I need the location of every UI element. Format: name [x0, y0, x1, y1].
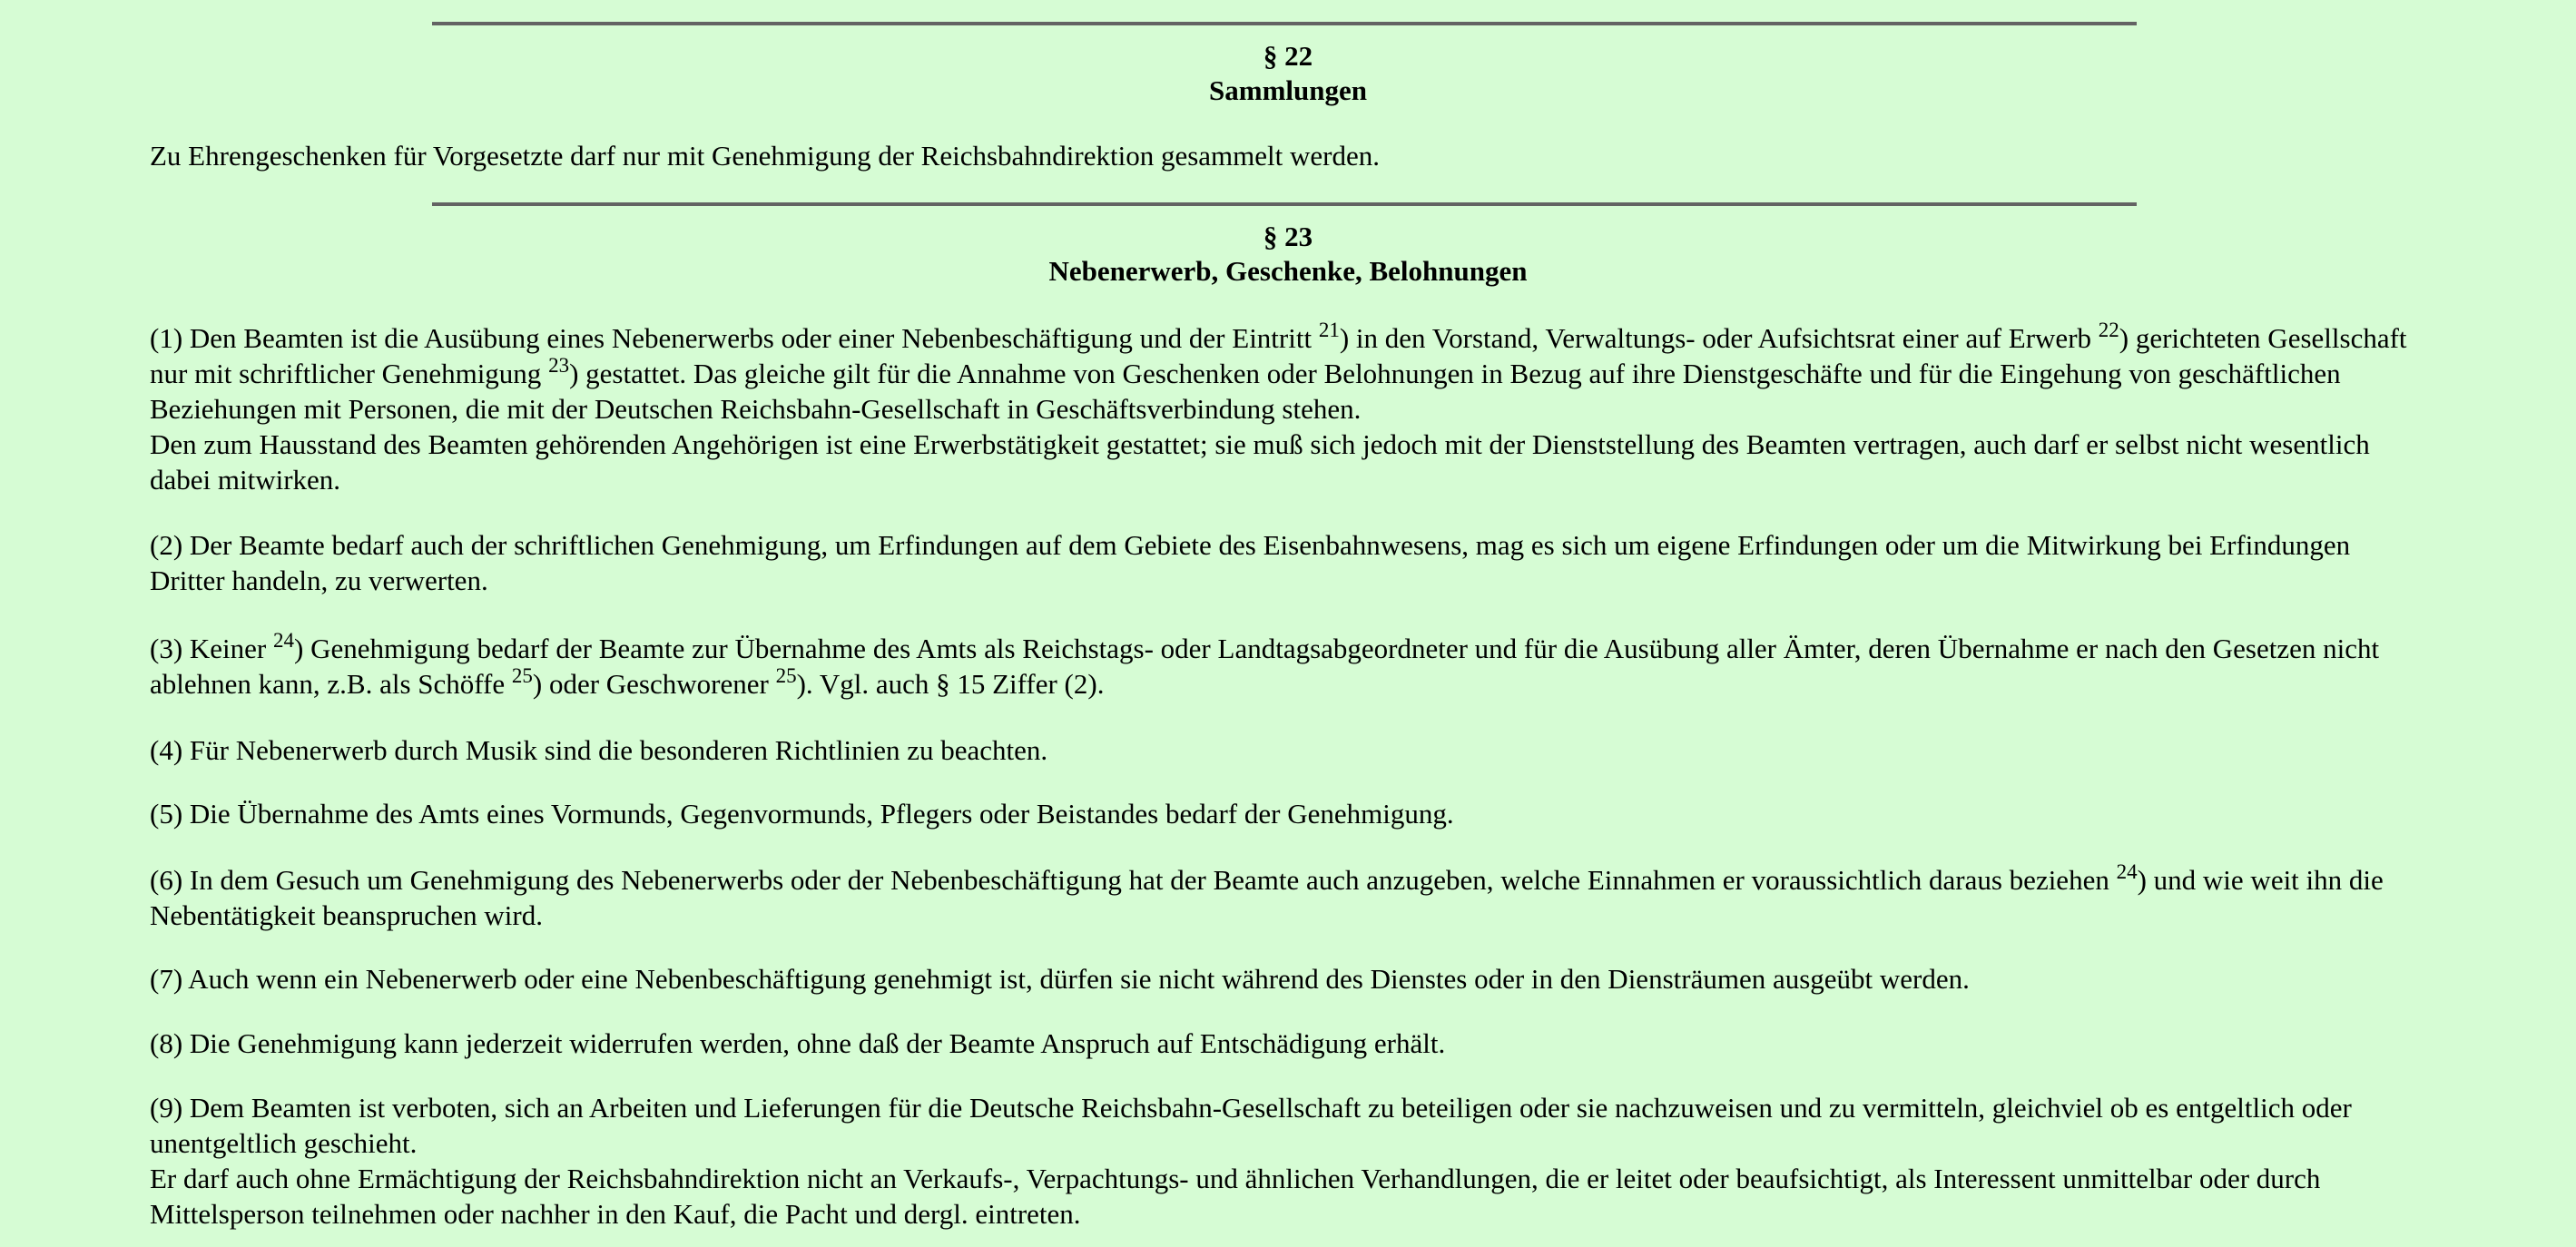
footnote-ref[interactable]: 25 [775, 664, 797, 687]
footnote-ref[interactable]: 24 [273, 629, 294, 652]
paragraph-6: (6) In dem Gesuch um Genehmigung des Nebenerwerbs oder der Nebenbeschäftigung hat der Beamte auch anzugeben, welche Einnahmen er voraussichtlich daraus beziehen $^{24}$) und wie weit ihn die Nebentätigkeit beanspruchen wird. [150, 860, 2384, 931]
footnote-ref[interactable]: 22 [2098, 319, 2119, 341]
section-22-text: Zu Ehrengeschenken für Vorgesetzte darf nur mit Genehmigung der Reichsbahndirektion gesammelt werden. [150, 140, 1380, 172]
paragraph-7: (7) Auch wenn ein Nebenerwerb oder eine Nebenbeschäftigung genehmigt ist, dürfen sie nicht während des Dienstes oder in den Diensträumen ausgeübt werden. [150, 963, 1970, 995]
footnote-ref[interactable]: 24 [2116, 860, 2138, 883]
paragraph-3: (3) Keiner $^{24}$) Genehmigung bedarf der Beamte zur Übernahme des Amts als Reichstags- oder Landtagsabgeordneter und für die Ausübung aller Ämter, deren Übernahme er nach den Gesetzen nicht ablehnen kann, z.B. als Schöffe $^{25}$) oder Geschworener $^{25}$). Vgl. auch § 15 Ziffer (2). [150, 629, 2380, 700]
paragraph-9-continuation: Er darf auch ohne Ermächtigung der Reichsbahndirektion nicht an Verkaufs-, Verpachtungs- und ähnlichen Verhandlungen, die er leitet oder beaufsichtigt, als Interessent unmittelbar oder durch Mittelsperson teilnehmen oder nachher in den Kauf, die Pacht und dergl. eintreten. [150, 1163, 2321, 1230]
section-number: § 22 [1263, 40, 1313, 72]
footnote-ref[interactable]: 25 [511, 664, 533, 687]
section-title: Nebenerwerb, Geschenke, Belohnungen [1048, 255, 1528, 287]
section-number: § 23 [1263, 221, 1313, 252]
section-22-heading [0, 39, 2576, 108]
paragraph-8: (8) Die Genehmigung kann jederzeit widerrufen werden, ohne daß der Beamte Anspruch auf Entschädigung erhält. [150, 1027, 1446, 1059]
paragraph-4: (4) Für Nebenerwerb durch Musik sind die besonderen Richtlinien zu beachten. [150, 734, 1048, 766]
paragraph-1: (1) Den Beamten ist die Ausübung eines Nebenerwerbs oder einer Nebenbeschäftigung und der Eintritt $^{21}$) in den Vorstand, Verwaltungs- oder Aufsichtsrat einer auf Erwerb $^{22}$) gerichteten Gesellschaft nur mit schriftlicher Genehmigung $^{23}$) gestattet. Das gleiche gilt für die Annahme von Geschenken oder Belohnungen in Bezug auf ihre Dienstgeschäfte und für die Eingehung von geschäftlichen Beziehungen mit Personen, die mit der Deutschen Reichsbahn-Gesellschaft in Geschäftsverbindung stehen. Den zum Hausstand des Beamten gehörenden Angehörigen ist eine Erwerbstätigkeit gestattet; sie muß sich jedoch mit der Dienststellung des Beamten vertragen, auch darf er selbst nicht wesentlich dabei mitwirken. [150, 319, 2407, 496]
paragraph-1-continuation: Den zum Hausstand des Beamten gehörenden Angehörigen ist eine Erwerbstätigkeit gestattet; sie muß sich jedoch mit der Dienststellung des Beamten vertragen, auch darf er selbst nicht wesentlich dabei mitwirken. [150, 428, 2370, 496]
section-23-heading [0, 220, 2576, 289]
paragraph-9: (9) Dem Beamten ist verboten, sich an Arbeiten und Lieferungen für die Deutsche Reichsbahn-Gesellschaft zu beteiligen oder sie nachzuweisen und zu vermitteln, gleichviel ob es entgeltlich oder unentgeltlich geschieht. Er darf auch ohne Ermächtigung der Reichsbahndirektion nicht an Verkaufs-, Verpachtungs- und ähnlichen Verhandlungen, die er leitet oder beaufsichtigt, als Interessent unmittelbar oder durch Mittelsperson teilnehmen oder nachher in den Kauf, die Pacht und dergl. eintreten. [150, 1092, 2352, 1230]
section-divider [432, 22, 2137, 25]
paragraph-5: (5) Die Übernahme des Amts eines Vormunds, Gegenvormunds, Pflegers oder Beistandes bedarf der Genehmigung. [150, 798, 1454, 830]
section-title: Sammlungen [1209, 74, 1367, 106]
section-divider [432, 202, 2137, 206]
footnote-ref[interactable]: 21 [1318, 319, 1340, 341]
paragraph-2: (2) Der Beamte bedarf auch der schriftlichen Genehmigung, um Erfindungen auf dem Gebiete des Eisenbahnwesens, mag es sich um eigene Erfindungen oder um die Mitwirkung bei Erfindungen Dritter handeln, zu verwerten. [150, 529, 2351, 596]
footnote-ref[interactable]: 23 [548, 354, 570, 377]
